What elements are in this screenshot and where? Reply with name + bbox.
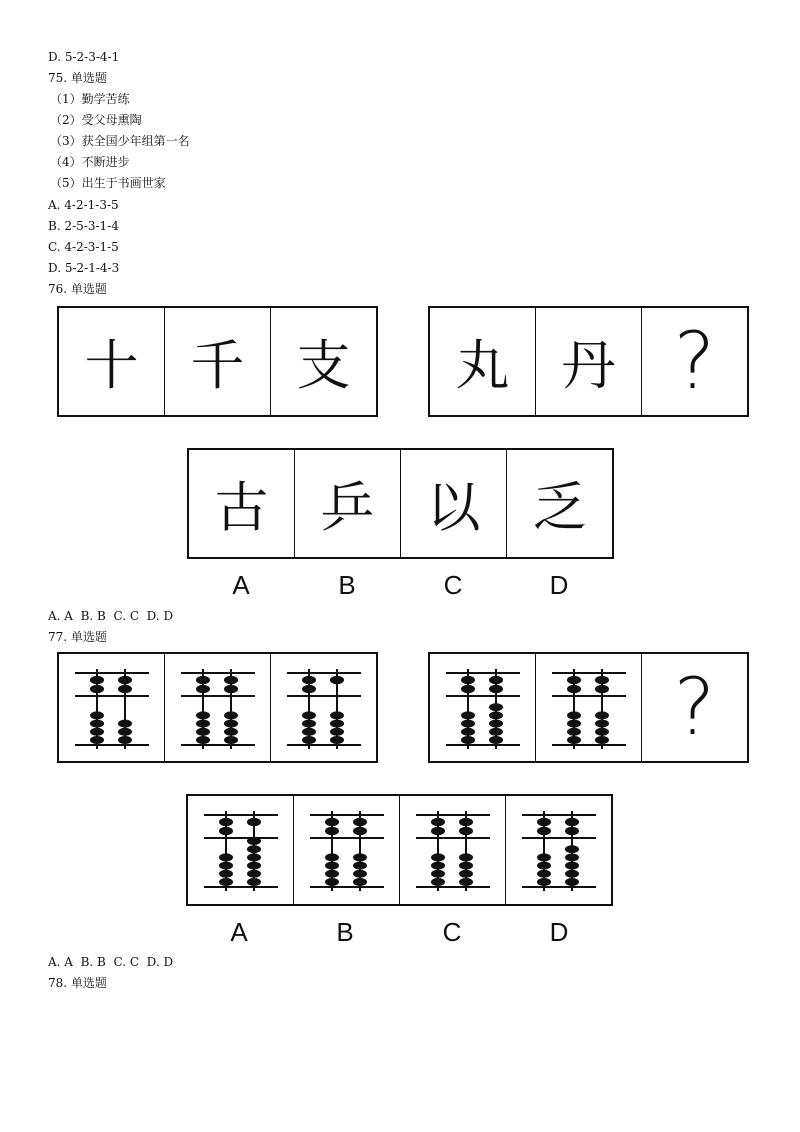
q75-statement-4: （4）不断进步: [50, 155, 130, 169]
abacus-bead: [537, 827, 551, 836]
abacus-bead: [247, 845, 261, 853]
abacus-bead: [431, 818, 445, 827]
abacus-bead: [489, 736, 503, 744]
abacus-icon: [173, 663, 263, 753]
abacus-icon: [438, 663, 528, 753]
abacus-bead: [567, 675, 581, 684]
abacus-bead: [118, 727, 132, 735]
abacus-icon: [67, 663, 157, 753]
abacus-bead: [330, 736, 344, 744]
q75-option-d[interactable]: D. 5-2-1-4-3: [48, 261, 120, 275]
q77-label-d: D: [549, 917, 569, 947]
q76-title: 76. 单选题: [48, 282, 107, 296]
abacus-bead: [224, 727, 238, 735]
abacus-bead: [224, 719, 238, 727]
abacus-bead: [325, 878, 339, 886]
q76-option-d-char[interactable]: 乏: [532, 476, 587, 539]
q76-sequence-1: [57, 306, 378, 417]
q76-label-d: D: [549, 570, 569, 600]
abacus-icon: [514, 805, 604, 895]
q77-label-c: C: [442, 917, 462, 947]
q77-sequence-2: [428, 652, 749, 763]
abacus-bead: [489, 675, 503, 684]
abacus-bead: [224, 736, 238, 744]
abacus-bead: [537, 878, 551, 886]
abacus-figure: [165, 654, 271, 761]
q74-option-d: D. 5-2-3-4-1: [48, 50, 120, 64]
abacus-bead: [302, 719, 316, 727]
abacus-bead: [461, 727, 475, 735]
abacus-bead: [302, 684, 316, 693]
abacus-bead: [118, 736, 132, 744]
abacus-bead: [353, 862, 367, 870]
abacus-bead: [325, 862, 339, 870]
abacus-bead: [196, 736, 210, 744]
abacus-bead: [565, 870, 579, 878]
abacus-bead: [219, 827, 233, 836]
q76-seq1-char: 千: [165, 308, 271, 415]
abacus-bead: [196, 675, 210, 684]
abacus-bead: [459, 853, 473, 861]
abacus-bead: [489, 703, 503, 711]
abacus-bead: [90, 684, 104, 693]
q75-option-c[interactable]: C. 4-2-3-1-5: [48, 240, 119, 254]
q76-options[interactable]: A. A B. B C. C D. D: [48, 609, 174, 623]
abacus-bead: [461, 675, 475, 684]
abacus-bead: [247, 837, 261, 845]
abacus-bead: [431, 853, 445, 861]
q75-statement-2: （2）受父母熏陶: [50, 113, 142, 127]
abacus-bead: [565, 827, 579, 836]
abacus-bead: [219, 853, 233, 861]
abacus-bead: [567, 719, 581, 727]
abacus-figure: [59, 654, 165, 761]
abacus-bead: [461, 684, 475, 693]
abacus-bead: [353, 878, 367, 886]
abacus-bead: [595, 675, 609, 684]
abacus-bead: [330, 719, 344, 727]
q76-seq1-char: 十: [59, 308, 165, 415]
q76-sequence-2: [428, 306, 749, 417]
abacus-bead: [118, 719, 132, 727]
abacus-bead: [565, 853, 579, 861]
abacus-bead: [565, 862, 579, 870]
abacus-bead: [595, 684, 609, 693]
abacus-bead: [567, 684, 581, 693]
abacus-bead: [302, 736, 316, 744]
q75-statement-3: （3）获全国少年组第一名: [50, 134, 190, 148]
q75-option-b[interactable]: B. 2-5-3-1-4: [48, 219, 119, 233]
q77-title: 77. 单选题: [48, 630, 107, 644]
abacus-bead: [459, 878, 473, 886]
abacus-bead: [118, 675, 132, 684]
abacus-bead: [325, 818, 339, 827]
abacus-bead: [565, 878, 579, 886]
q76-options-row: [187, 448, 614, 559]
abacus-bead: [431, 870, 445, 878]
q77-label-b: B: [336, 917, 354, 947]
abacus-bead: [325, 853, 339, 861]
abacus-bead: [489, 719, 503, 727]
q76-label-a: A: [232, 570, 250, 600]
abacus-bead: [459, 862, 473, 870]
abacus-bead: [431, 878, 445, 886]
abacus-bead: [567, 711, 581, 719]
q77-options-row: [186, 794, 613, 906]
abacus-bead: [219, 870, 233, 878]
question-mark: ?: [673, 662, 716, 753]
abacus-bead: [459, 870, 473, 878]
abacus-bead: [565, 845, 579, 853]
abacus-bead: [567, 727, 581, 735]
abacus-bead: [90, 711, 104, 719]
abacus-bead: [90, 675, 104, 684]
abacus-bead: [459, 818, 473, 827]
abacus-figure: [536, 654, 642, 761]
q76-label-b: B: [338, 570, 356, 600]
abacus-bead: [459, 827, 473, 836]
abacus-icon: [544, 663, 634, 753]
q77-option-c-figure[interactable]: [400, 796, 506, 904]
q76-seq2-char: 丹: [536, 308, 642, 415]
abacus-bead: [353, 870, 367, 878]
abacus-bead: [595, 736, 609, 744]
abacus-bead: [302, 727, 316, 735]
q76-seq1-char: 支: [296, 334, 351, 397]
abacus-bead: [565, 818, 579, 827]
abacus-bead: [567, 736, 581, 744]
abacus-bead: [461, 719, 475, 727]
abacus-bead: [489, 684, 503, 693]
abacus-bead: [595, 719, 609, 727]
q75-title: 75. 单选题: [48, 71, 107, 85]
abacus-bead: [330, 727, 344, 735]
q76-option-c-char[interactable]: 以: [401, 450, 507, 557]
abacus-icon: [279, 663, 369, 753]
abacus-bead: [330, 711, 344, 719]
abacus-bead: [219, 878, 233, 886]
abacus-bead: [537, 853, 551, 861]
q77-option-b-figure[interactable]: [294, 796, 400, 904]
abacus-icon: [196, 805, 286, 895]
abacus-bead: [196, 684, 210, 693]
abacus-bead: [353, 853, 367, 861]
q77-options[interactable]: A. A B. B C. C D. D: [48, 955, 174, 969]
abacus-bead: [431, 862, 445, 870]
q77-sequence-1: [57, 652, 378, 763]
abacus-icon: [302, 805, 392, 895]
q75-option-a[interactable]: A. 4-2-1-3-5: [48, 198, 119, 212]
abacus-bead: [353, 818, 367, 827]
q76-option-b-char[interactable]: 乒: [295, 450, 401, 557]
abacus-bead: [595, 711, 609, 719]
abacus-bead: [302, 711, 316, 719]
abacus-figure: [271, 654, 376, 761]
abacus-bead: [247, 818, 261, 827]
abacus-bead: [330, 675, 344, 684]
abacus-bead: [224, 684, 238, 693]
q78-title: 78. 单选题: [48, 976, 107, 990]
abacus-bead: [489, 711, 503, 719]
abacus-bead: [461, 711, 475, 719]
abacus-bead: [247, 870, 261, 878]
abacus-bead: [489, 727, 503, 735]
abacus-bead: [595, 727, 609, 735]
q75-statement-5: （5）出生于书画世家: [50, 176, 166, 190]
q77-option-d-figure[interactable]: [506, 796, 611, 904]
abacus-bead: [325, 870, 339, 878]
q76-label-c: C: [443, 570, 463, 600]
q77-option-a-figure[interactable]: [188, 796, 294, 904]
abacus-bead: [431, 827, 445, 836]
abacus-bead: [247, 853, 261, 861]
abacus-bead: [196, 719, 210, 727]
abacus-bead: [224, 675, 238, 684]
abacus-icon: [408, 805, 498, 895]
abacus-bead: [118, 684, 132, 693]
q75-statement-1: （1）勤学苦练: [50, 92, 130, 106]
abacus-bead: [247, 878, 261, 886]
abacus-bead: [247, 862, 261, 870]
abacus-bead: [219, 862, 233, 870]
abacus-bead: [196, 711, 210, 719]
question-mark: ?: [673, 316, 716, 407]
abacus-bead: [302, 675, 316, 684]
abacus-bead: [90, 736, 104, 744]
abacus-bead: [461, 736, 475, 744]
q76-seq2-char: 丸: [430, 308, 536, 415]
abacus-bead: [537, 818, 551, 827]
abacus-bead: [90, 727, 104, 735]
abacus-bead: [219, 818, 233, 827]
abacus-bead: [90, 719, 104, 727]
q76-option-a-char[interactable]: 古: [189, 450, 295, 557]
abacus-bead: [537, 870, 551, 878]
abacus-bead: [224, 711, 238, 719]
abacus-figure: [430, 654, 536, 761]
abacus-bead: [537, 862, 551, 870]
abacus-bead: [196, 727, 210, 735]
q77-label-a: A: [230, 917, 248, 947]
abacus-bead: [353, 827, 367, 836]
abacus-bead: [325, 827, 339, 836]
